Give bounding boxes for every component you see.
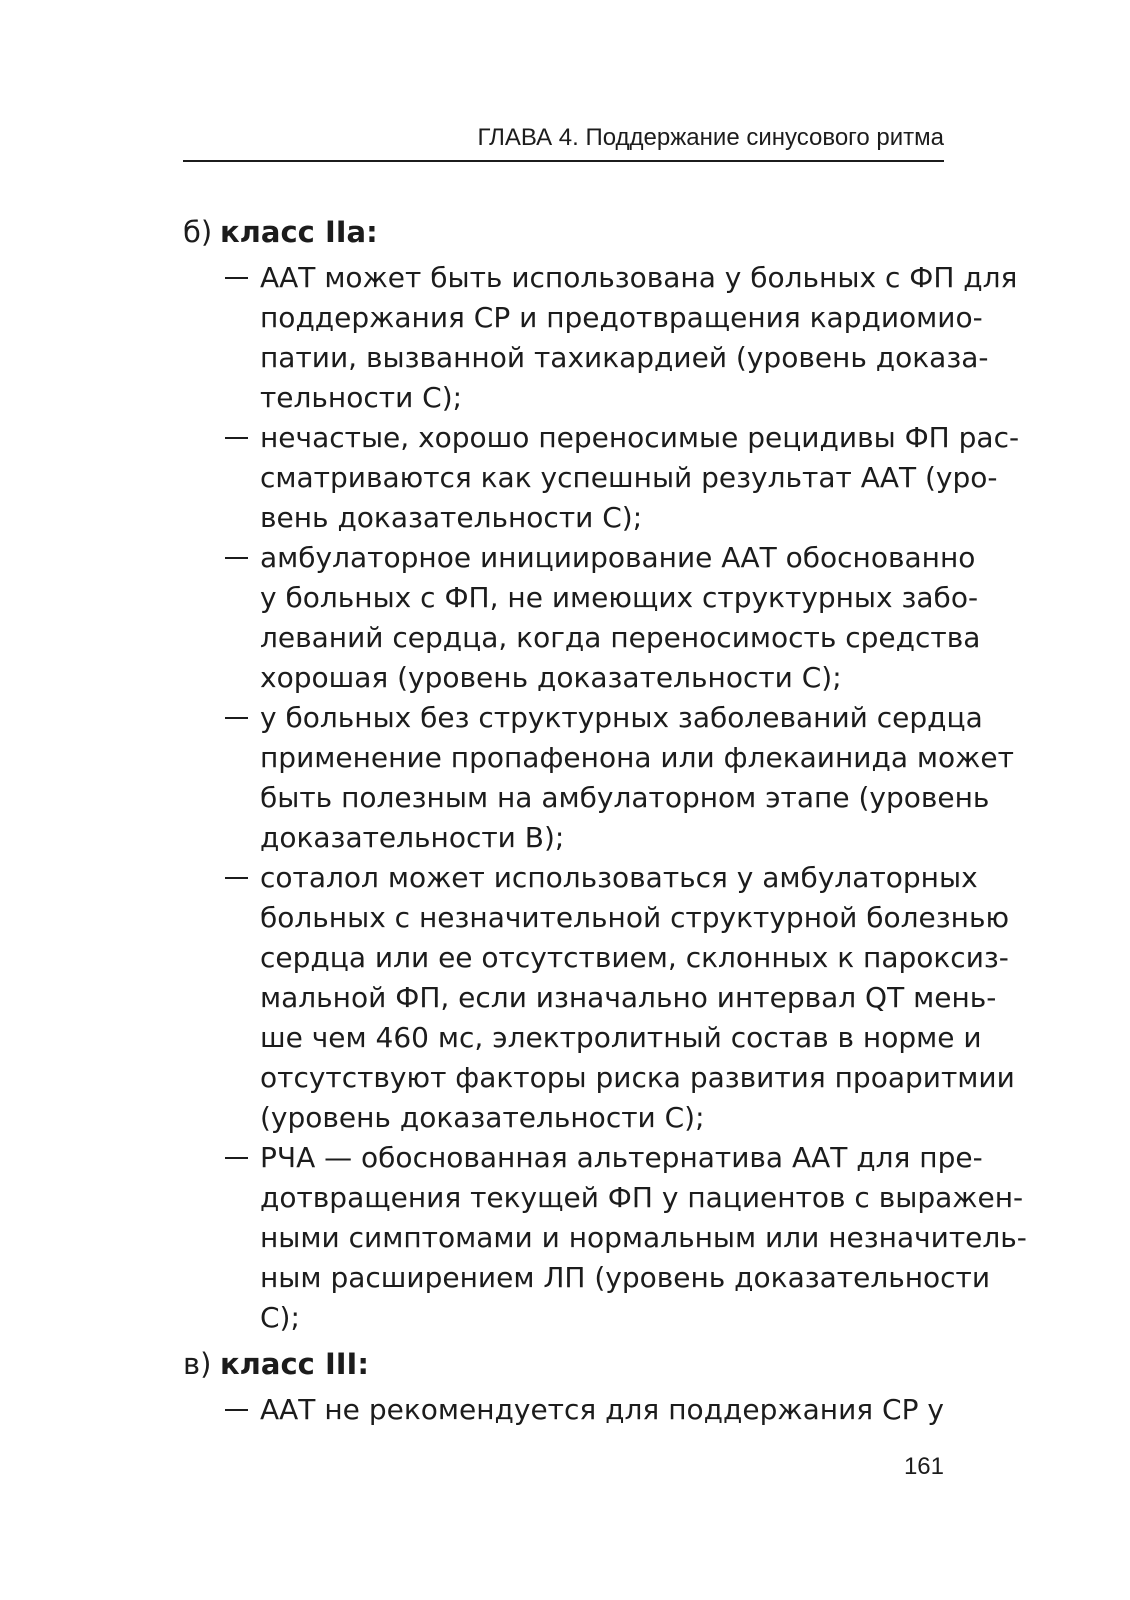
text-line: дотвращения текущей ФП у пациентов с выражен-: [260, 1181, 1024, 1214]
recommendation-item: [183, 538, 981, 698]
text-line: нечастые, хорошо переносимые рецидивы ФП рас-: [260, 421, 1020, 454]
text-line: леваний сердца, когда переносимость средства: [260, 621, 981, 654]
header-rule: [183, 160, 944, 162]
running-header: ГЛАВА 4. Поддержание синусового ритма: [477, 124, 944, 151]
page-number: 161: [903, 1453, 944, 1480]
recommendation-item: [183, 418, 1020, 538]
text-line: ААТ может быть использована у больных с ФП для: [260, 261, 1018, 294]
text-line: у больных без структурных заболеваний сердца: [260, 701, 983, 734]
text-line: доказательности В);: [260, 821, 565, 854]
recommendation-list: [183, 1390, 944, 1430]
text-line: тельности С);: [260, 381, 463, 414]
text-line: вень доказательности С);: [260, 501, 643, 534]
text-line: мальной ФП, если изначально интервал QT мень-: [260, 981, 997, 1014]
text-line: соталол может использоваться у амбулаторных: [260, 861, 978, 894]
text-line: РЧА — обоснованная альтернатива ААТ для пре-: [260, 1141, 983, 1174]
text-line: поддержания СР и предотвращения кардиомио-: [260, 301, 983, 334]
text-line: хорошая (уровень доказательности С);: [260, 661, 842, 694]
text-line: ААТ не рекомендуется для поддержания СР у: [260, 1393, 944, 1426]
recommendation-section: [183, 1338, 944, 1430]
text-line: сматриваются как успешный результат ААТ (уро-: [260, 461, 998, 494]
text-line: отсутствуют факторы риска развития проаритмии: [260, 1061, 1015, 1094]
section-title: класс III:: [220, 1347, 369, 1381]
text-line: применение пропафенона или флекаинида может: [260, 741, 1014, 774]
recommendation-item: [183, 1390, 944, 1430]
text-line: патии, вызванной тахикардией (уровень доказа-: [260, 341, 989, 374]
text-line: больных с незначительной структурной болезнью: [260, 901, 1010, 934]
recommendation-section: [183, 206, 1027, 1338]
recommendation-list: [183, 258, 1027, 1338]
section-marker: б): [183, 215, 213, 249]
text-line: С);: [260, 1301, 300, 1334]
recommendation-item: [183, 258, 1018, 418]
section-title: класс IIa:: [220, 215, 378, 249]
recommendation-item: [183, 698, 1014, 858]
page-body: [183, 206, 1027, 1430]
text-line: амбулаторное инициирование ААТ обоснованно: [260, 541, 976, 574]
recommendation-item: [183, 1138, 1027, 1338]
recommendation-item: [183, 858, 1015, 1138]
text-line: сердца или ее отсутствием, склонных к пароксиз-: [260, 941, 1009, 974]
section-marker: в): [183, 1347, 212, 1381]
text-line: (уровень доказательности С);: [260, 1101, 705, 1134]
section-heading: [183, 1338, 944, 1390]
text-line: у больных с ФП, не имеющих структурных забо-: [260, 581, 979, 614]
text-line: ными симптомами и нормальным или незначитель-: [260, 1221, 1027, 1254]
section-heading: [183, 206, 944, 258]
text-line: быть полезным на амбулаторном этапе (уровень: [260, 781, 990, 814]
text-line: ным расширением ЛП (уровень доказательности: [260, 1261, 991, 1294]
text-line: ше чем 460 мс, электролитный состав в норме и: [260, 1021, 982, 1054]
